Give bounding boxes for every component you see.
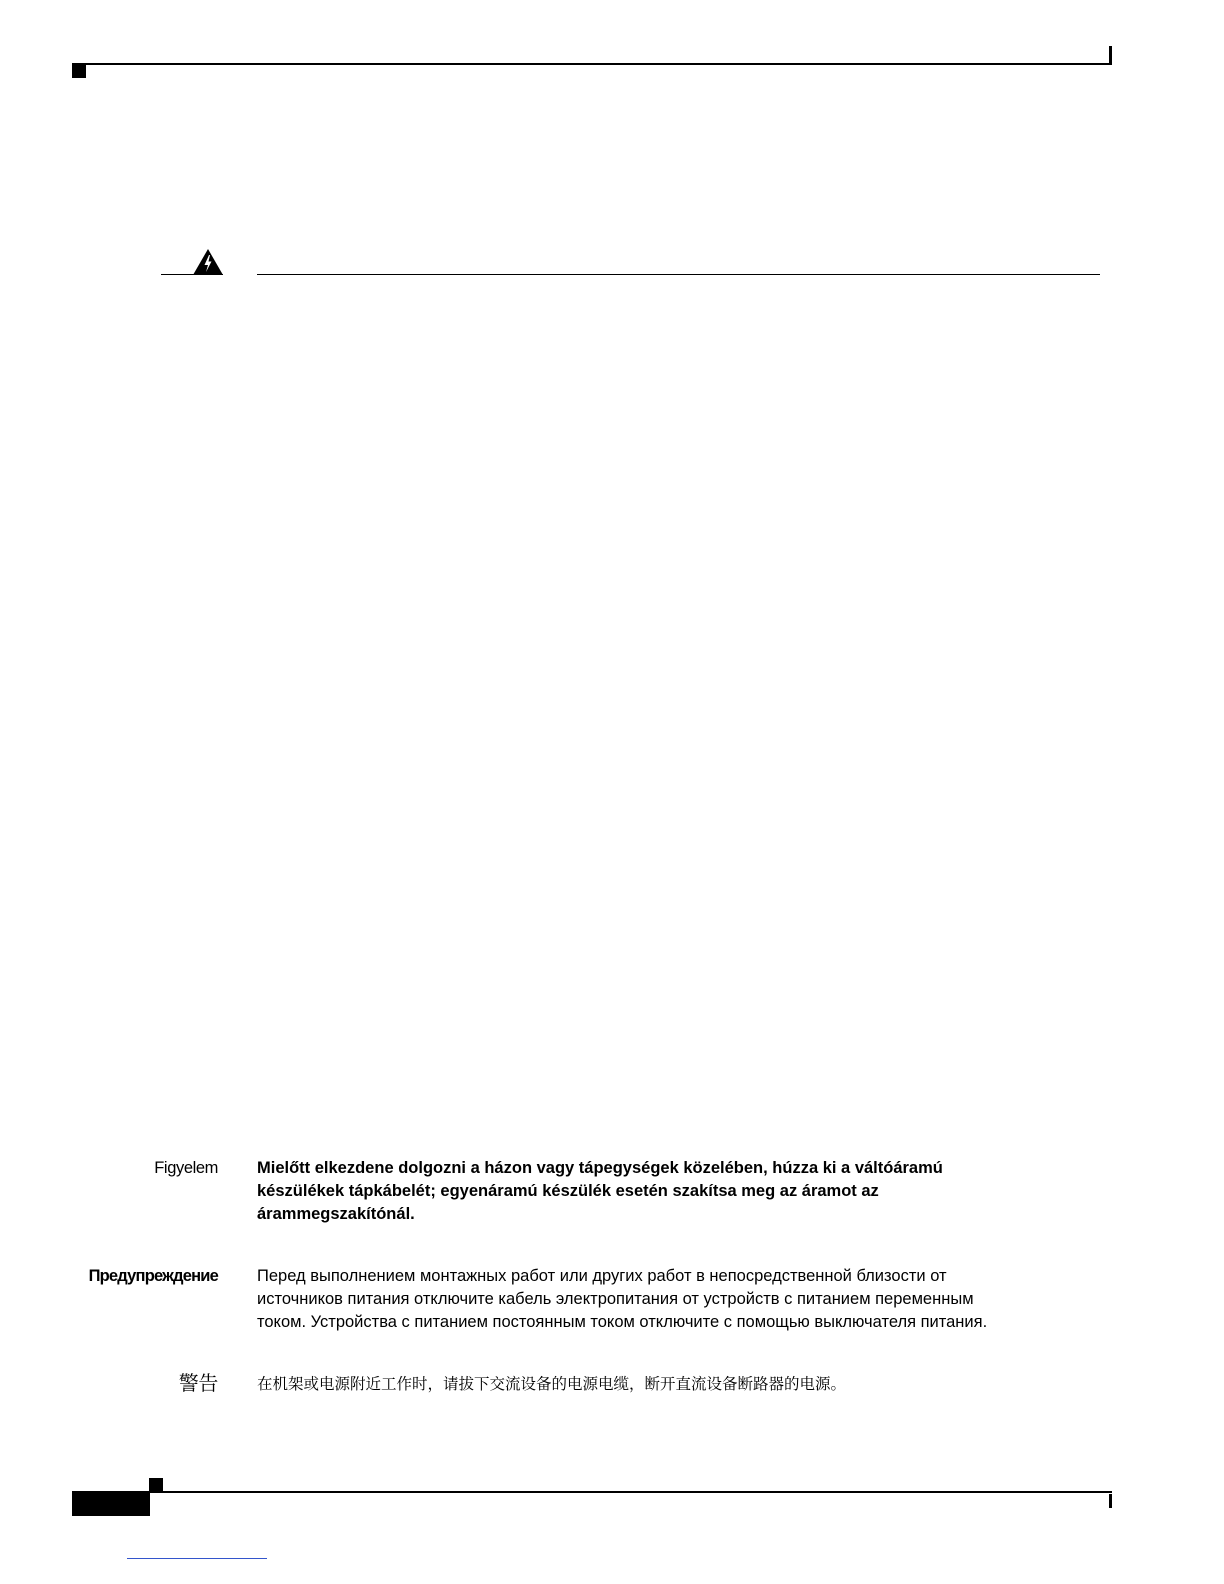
footer-corner-marker (149, 1478, 163, 1492)
text-line: Перед выполнением монтажных работ или других работ в непосредственной близости от (257, 1267, 947, 1285)
text-line: током. Устройства с питанием постоянным током отключите с помощью выключателя питания. (257, 1313, 988, 1331)
footer-page-tab (72, 1492, 150, 1516)
header-tick-mark (1109, 46, 1112, 64)
electrical-hazard-icon (192, 248, 224, 276)
warning-icon-underline (161, 274, 223, 275)
warning-text-russian (257, 1265, 1107, 1334)
warning-rule (257, 274, 1100, 275)
footer-rule (72, 1491, 1112, 1493)
header-rule (72, 63, 1112, 65)
text-line: 在机架或电源附近工作时，请拔下交流设备的电源电缆，断开直流设备断路器的电源。 (257, 1376, 847, 1393)
text-line: készülékek tápkábelét; egyenáramú készülék esetén szakítsa meg az áramot az (257, 1182, 879, 1200)
text-line: Mielőtt elkezdene dolgozni a házon vagy tápegységek közelében, húzza ki a váltóáramú (257, 1159, 943, 1177)
language-label-russian: Предупреждение (88, 1267, 218, 1285)
header-corner-marker (72, 64, 86, 78)
language-label-chinese: 警告 (178, 1373, 218, 1395)
warning-text-chinese (257, 1373, 1107, 1396)
text-line: árammegszakítónál. (257, 1205, 415, 1223)
warning-text-hungarian (257, 1157, 1107, 1226)
language-label-hungarian: Figyelem (154, 1159, 218, 1177)
text-line: источников питания отключите кабель электропитания от устройств с питанием переменным (257, 1290, 974, 1308)
footer-tick-mark (1109, 1494, 1112, 1508)
footer-link-underline[interactable] (127, 1558, 267, 1559)
